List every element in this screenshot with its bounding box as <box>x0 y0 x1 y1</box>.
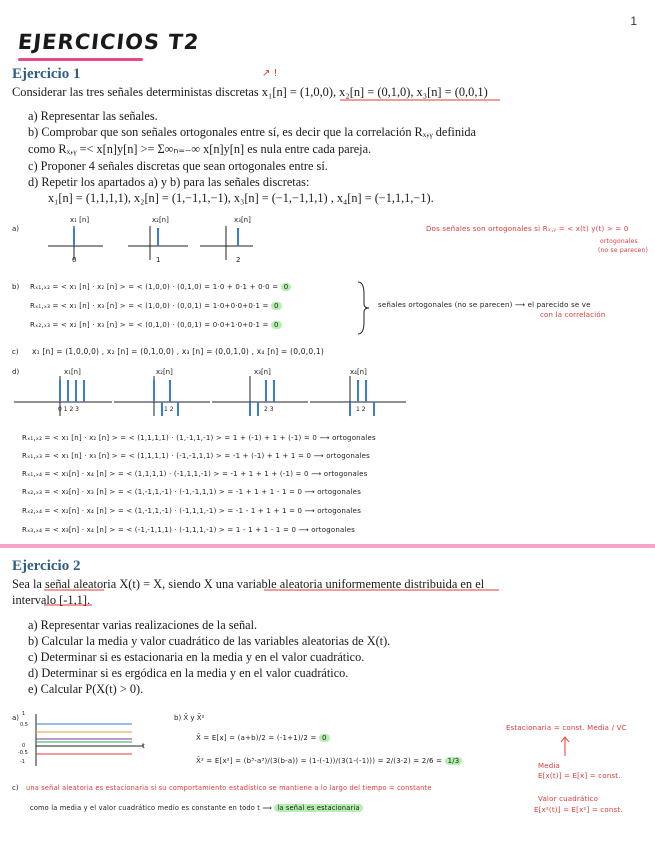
ej1-a-label: a) <box>12 225 20 233</box>
ej2-b-label: b) X̄ y X̄² <box>174 714 205 722</box>
ej2-heading: Ejercicio 2 <box>12 558 81 574</box>
ej1-d-plot-label-1: x₁[n] <box>64 368 81 376</box>
ej2-c-line-1: una señal aleatoria es estacionaria si su comportamiento estadístico se mantiene a lo largo del tiempo = constante <box>26 784 432 792</box>
ej2-a-realizations-plot <box>32 712 152 770</box>
ej1-item-a: a) Representar las señales. <box>28 109 158 123</box>
ej1-c-label: c) <box>12 348 19 356</box>
ej1-item-d-signals: x₁[n] = (1,1,1,1), x₂[n] = (1,−1,1,−1), x₃[n] = (−1,−1,1,1) , x₄[n] = (−1,1,1,−1). <box>48 191 434 205</box>
ej1-item-b: b) Comprobar que son señales ortogonales entre sí, es decir que la correlación Rₓ,ᵧ definida <box>28 125 477 139</box>
ej2-a-tick-2: 0.5 <box>20 722 28 728</box>
ej2-statement-2: intervalo [-1,1]. <box>12 593 91 607</box>
ej2-b-mean-value: 0 <box>319 734 330 742</box>
ej1-a-plot-label-2: x₂[n] <box>152 216 169 224</box>
ej1-b-note: señales ortogonales (no se parecen) ⟶ el parecido se ve <box>378 301 591 309</box>
ej2-a-tick-1: 1 <box>22 711 26 717</box>
ej1-a-tick-1: 1 <box>156 256 161 264</box>
ej1-d-plot-label-4: x₄[n] <box>350 368 367 376</box>
ej2-media-label: Media <box>538 762 561 770</box>
ej1-d-line-5: Rₓ₂,ₓ₄ = < x₂[n] · x₄ [n] > = < (1,-1,1,-1) · (-1,1,1,-1) > = -1 - 1 + 1 + 1 = 0 ⟶ ortogonales <box>22 507 362 515</box>
stem-plot-x2 <box>128 226 188 260</box>
ej1-a-tick-0: 0 <box>72 256 77 264</box>
ej2-est-note: Estacionaria = const. Media / VC <box>506 724 627 732</box>
ej1-d-plot-label-3: x₃[n] <box>254 368 271 376</box>
stem-plot-x3 <box>200 226 253 260</box>
ej1-statement-underline <box>340 98 500 102</box>
ej2-vc-eq: E[x²(t)] = E[x²] = const. <box>534 806 623 814</box>
ej2-b-square: X̄² = E[x²] = (b³-a³)/(3(b-a)) = (1-(-1))/(3(1-(-1))) = 2/(3·2) = 2/6 = 1/3 <box>196 757 462 765</box>
ej2-vc-label: Valor cuadrático <box>538 795 599 803</box>
ej1-d-ticks-2: 1 2 <box>164 406 174 413</box>
ej1-note-mark: ↗ ǃ <box>262 68 278 79</box>
ej1-item-d: d) Repetir los apartados a) y b) para las señales discretas: <box>28 175 310 189</box>
ej1-b-result-1: 0 <box>281 283 292 291</box>
ej1-b-line-3: Rₓ₂,ₓ₃ = < x₂ [n] · x₃ [n] > = < (0,1,0) · (0,0,1) = 0·0+1·0+0·1 = 0 <box>30 321 282 329</box>
ej2-c-conclusion: la señal es estacionaria <box>274 804 362 812</box>
ej2-c-line-2: como la media y el valor cuadrático medio es constante en todo t ⟹ la señal es estacionaria <box>30 804 363 812</box>
stem-plot-d-x2 <box>114 376 210 416</box>
ej1-d-line-2: Rₓ₁,ₓ₃ = < x₁ [n] · x₃ [n] > = < (1,1,1,1) · (-1,-1,1,1) > = -1 + (-1) + 1 + 1 = 0 ⟶ ortogonales <box>22 452 370 460</box>
ej1-item-c: c) Proponer 4 señales discretas que sean ortogonales entre sí. <box>28 159 328 173</box>
ej2-item-c: c) Determinar si es estacionaria en la media y en el valor cuadrático. <box>28 650 365 664</box>
stem-plot-x1 <box>48 226 103 260</box>
stem-plot-d-x3 <box>212 376 308 416</box>
ej2-media-eq: E[x(t)] = E[x] = const. <box>538 772 621 780</box>
ej2-item-a: a) Representar varias realizaciones de la señal. <box>28 618 258 632</box>
ej1-a-plot-label-1: x₁ [n] <box>70 216 90 224</box>
ej2-item-e: e) Calcular P(X(t) > 0). <box>28 682 144 696</box>
ej2-a-label: a) <box>12 714 20 722</box>
ej2-a-tick-5: -1 <box>20 759 25 765</box>
ej1-b-result-3: 0 <box>271 321 282 329</box>
ej2-a-tick-3: 0 <box>22 743 26 749</box>
ej2-b-mean: X̄ = E[x] = (a+b)/2 = (-1+1)/2 = 0 <box>196 734 330 742</box>
brace-icon <box>356 280 370 336</box>
ej2-a-t-label: t <box>142 742 145 750</box>
ej1-d-ticks-3: 2 3 <box>264 406 274 413</box>
ej1-c-line: x₁ [n] = (1,0,0,0) , x₂ [n] = (0,1,0,0) , x₃ [n] = (0,0,1,0) , x₄ [n] = (0,0,0,1) <box>32 347 324 356</box>
ej2-item-b: b) Calcular la media y valor cuadrático de las variables aleatorias de X(t). <box>28 634 391 648</box>
ej1-b-note-2: con la correlación <box>540 311 606 319</box>
ej2-a-tick-4: -0.5 <box>18 750 28 756</box>
ej1-heading: Ejercicio 1 <box>12 66 81 82</box>
ej1-a-note-3: (no se parecen) <box>598 247 649 254</box>
ej1-a-tick-2: 2 <box>236 256 241 264</box>
ej1-d-line-3: Rₓ₁,ₓ₄ = < x₁[n] · x₄ [n] > = < (1,1,1,1) · (-1,1,1,-1) > = -1 + 1 + 1 + (-1) = 0 ⟶ ortogonales <box>22 470 368 478</box>
ej2-c-label: c) <box>12 784 19 792</box>
ej1-statement: Considerar las tres señales deterministas discretas x₁[n] = (1,0,0), x₂[n] = (0,1,0), x₃[n] = (0,0,1) <box>12 85 488 99</box>
title-underline <box>18 58 143 61</box>
arrow-up-icon <box>560 736 570 758</box>
ej1-a-plot-label-3: x₃[n] <box>234 216 251 224</box>
ej2-item-d: d) Determinar si es ergódica en la media y en el valor cuadrático. <box>28 666 349 680</box>
ej1-a-note-2: ortogonales <box>600 238 638 245</box>
page-number: 1 <box>630 14 637 28</box>
ej1-b-result-2: 0 <box>271 302 282 310</box>
ej1-b-label: b) <box>12 283 20 291</box>
ej2-b-square-value: 1/3 <box>445 757 463 765</box>
ej1-d-line-4: Rₓ₂,ₓ₃ = < x₂[n] · x₃ [n] > = < (1,-1,1,-1) · (-1,-1,1,1) > = -1 + 1 + 1 - 1 = 0 ⟶ ortogonales <box>22 488 362 496</box>
page-title: EJERCICIOS T2 <box>16 30 201 54</box>
ej1-b-line-2: Rₓ₁,ₓ₃ = < x₁ [n] · x₃ [n] > = < (1,0,0) · (0,0,1) = 1·0+0·0+0·1 = 0 <box>30 302 282 310</box>
ej1-d-line-6: Rₓ₃,ₓ₄ = < x₃[n] · x₄ [n] > = < (-1,-1,1,1) · (-1,1,1,-1) > = 1 - 1 + 1 - 1 = 0 ⟶ ortogonales <box>22 526 355 534</box>
ej1-d-plot-label-2: x₂[n] <box>156 368 173 376</box>
ej1-a-note: Dos señales son ortogonales si Rₓ,ᵧ = < x(t) y(t) > = 0 <box>426 225 629 233</box>
ej1-d-ticks-1: 0 1 2 3 <box>58 406 79 413</box>
ej2-statement-1: Sea la señal aleatoria X(t) = X, siendo X una variable aleatoria uniformemente distribuida en el <box>12 577 485 591</box>
section-separator <box>0 544 655 548</box>
ej1-d-label: d) <box>12 368 20 376</box>
ej2-statement-underline <box>44 589 504 607</box>
ej1-d-line-1: Rₓ₁,ₓ₂ = < x₁ [n] · x₂ [n] > = < (1,1,1,1) · (1,-1,1,-1) > = 1 + (-1) + 1 + (-1) = 0 ⟶ ortogonales <box>22 434 376 442</box>
ej1-item-b2: como Rₓ,ᵧ =< x[n]y[n] >= Σ∞ₙ₌₋∞ x[n]y[n] es nula entre cada pareja. <box>28 142 372 156</box>
ej1-d-ticks-4: 1 2 <box>356 406 366 413</box>
ej1-b-line-1: Rₓ₁,ₓ₂ = < x₁ [n] · x₂ [n] > = < (1,0,0) · (0,1,0) = 1·0 + 0·1 + 0·0 = 0 <box>30 283 291 291</box>
